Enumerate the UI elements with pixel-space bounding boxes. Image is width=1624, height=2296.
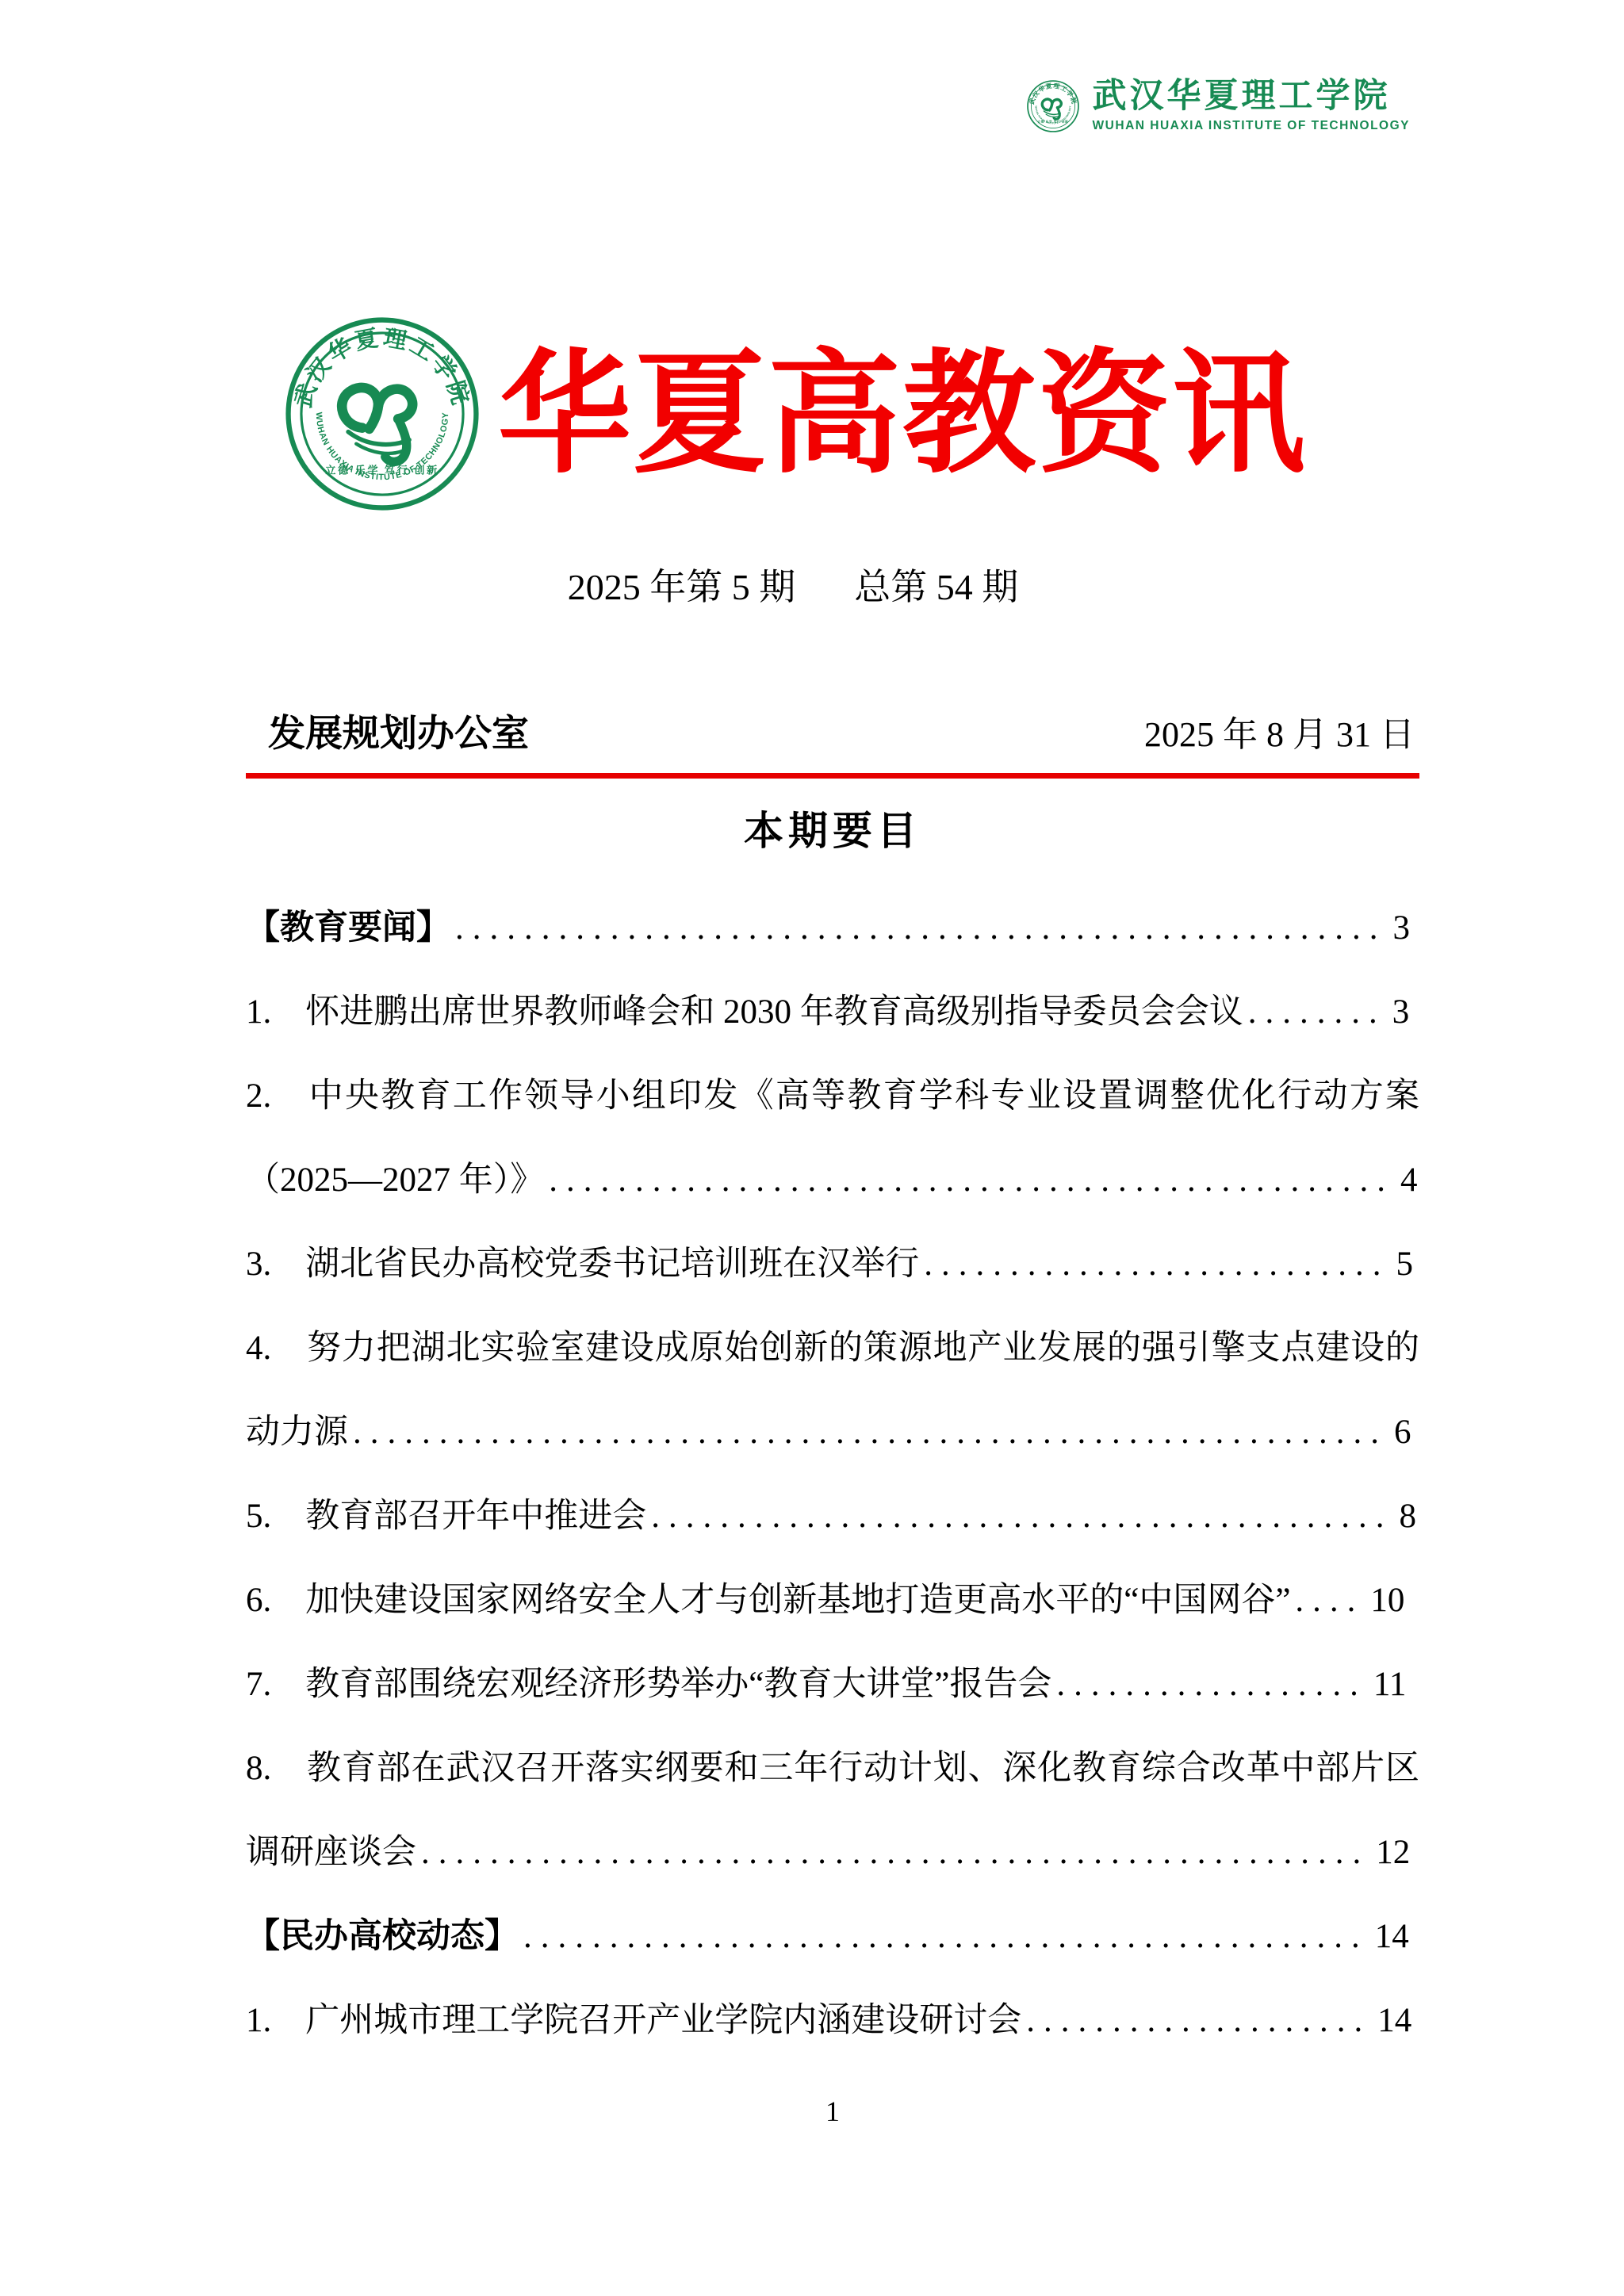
school-logo bbox=[1026, 79, 1410, 133]
issue-line bbox=[262, 558, 1324, 610]
toc-dot-leader: ........................................... bbox=[651, 1498, 1393, 1535]
info-row bbox=[246, 704, 1419, 757]
toc-dot-leader: ....................................................... bbox=[421, 1834, 1370, 1871]
toc-page-number: 3 bbox=[1392, 909, 1410, 947]
toc-entry[interactable] bbox=[246, 1223, 1419, 1307]
toc-dot-leader: .................... bbox=[1026, 2002, 1372, 2039]
toc-page-number: 4 bbox=[1400, 1161, 1418, 1199]
toc-entry-label: 1. 怀进鹏出席世界教师峰会和 2030 年教育高级别指导委员会会议 bbox=[246, 993, 1243, 1031]
toc-entry[interactable] bbox=[246, 1054, 1419, 1223]
toc-page-number: 8 bbox=[1399, 1498, 1416, 1535]
issue-number: 2025 年第 5 期 bbox=[567, 567, 796, 607]
volume-number: 总第 54 期 bbox=[854, 567, 1019, 607]
toc-page-number: 6 bbox=[1394, 1414, 1411, 1451]
toc-dot-leader: ................................................. bbox=[549, 1161, 1394, 1199]
toc-entry[interactable] bbox=[246, 1979, 1419, 2063]
school-logo-names bbox=[1093, 79, 1410, 133]
toc-entry[interactable] bbox=[246, 1727, 1419, 1895]
toc-entry[interactable] bbox=[246, 886, 1419, 970]
toc-entry-label: 7. 教育部围绕宏观经济形势举办“教育大讲堂”报告会 bbox=[246, 1666, 1052, 1703]
toc-entry-label: 2. 中央教育工作领导小组印发《高等教育学科专业设置调整优化行动方案（2025—2027 年）》 bbox=[246, 1077, 1419, 1199]
university-seal-large bbox=[282, 314, 482, 514]
toc-page-number: 5 bbox=[1396, 1246, 1413, 1283]
toc-page-number: 11 bbox=[1373, 1666, 1407, 1703]
toc-entry-label: 8. 教育部在武汉召开落实纲要和三年行动计划、深化教育综合改革中部片区调研座谈会 bbox=[246, 1750, 1419, 1871]
toc-entry[interactable] bbox=[246, 1475, 1419, 1559]
university-seal-icon bbox=[1026, 79, 1080, 133]
toc-entry[interactable] bbox=[246, 1895, 1419, 1979]
page-number: 1 bbox=[825, 2095, 840, 2127]
issue-date: 2025 年 8 月 31 日 bbox=[1144, 715, 1415, 754]
toc-entry-label: 1. 广州城市理工学院召开产业学院内涵建设研讨会 bbox=[246, 2002, 1022, 2039]
toc-dot-leader: ........ bbox=[1247, 993, 1386, 1031]
newsletter-title: 华夏高教资讯 bbox=[498, 339, 1307, 488]
toc-heading: 本期要目 bbox=[744, 809, 921, 853]
toc-entry-label: 5. 教育部召开年中推进会 bbox=[246, 1498, 647, 1535]
toc-entry[interactable] bbox=[246, 1307, 1419, 1475]
toc-dot-leader: ................................................. bbox=[523, 1918, 1369, 1955]
toc-page-number: 14 bbox=[1374, 1918, 1409, 1955]
toc-entry-label: 6. 加快建设国家网络安全人才与创新基地打造更高水平的“中国网谷” bbox=[246, 1582, 1291, 1619]
toc-entry[interactable] bbox=[246, 1643, 1419, 1727]
toc-dot-leader: ........................... bbox=[924, 1246, 1390, 1283]
toc-page-number: 12 bbox=[1376, 1834, 1411, 1871]
toc-dot-leader: .... bbox=[1295, 1582, 1365, 1619]
red-divider bbox=[246, 773, 1419, 779]
issuing-department: 发展规划办公室 bbox=[268, 712, 529, 754]
toc-list bbox=[246, 886, 1419, 2063]
school-name-en: WUHAN HUAXIA INSTITUTE OF TECHNOLOGY bbox=[1092, 119, 1410, 132]
toc-entry-label: 4. 努力把湖北实验室建设成原始创新的策源地产业发展的强引擎支点建设的动力源 bbox=[246, 1330, 1419, 1451]
toc-dot-leader: ............................................................ bbox=[353, 1414, 1388, 1451]
toc-entry-label: 3. 湖北省民办高校党委书记培训班在汉举行 bbox=[246, 1246, 920, 1283]
school-name-cn: 武汉华夏理工学院 bbox=[1092, 78, 1391, 115]
toc-page-number: 14 bbox=[1377, 2002, 1412, 2039]
toc-page-number: 10 bbox=[1370, 1582, 1405, 1619]
toc-entry[interactable] bbox=[246, 1559, 1419, 1643]
masthead bbox=[282, 314, 1624, 514]
toc-entry[interactable] bbox=[246, 970, 1419, 1054]
toc-dot-leader: ...................................................... bbox=[455, 909, 1387, 947]
toc-entry-label: 【民办高校动态】 bbox=[246, 1918, 519, 1955]
toc-entry-label: 【教育要闻】 bbox=[246, 909, 450, 947]
toc-dot-leader: .................. bbox=[1056, 1666, 1367, 1703]
toc-page-number: 3 bbox=[1392, 993, 1410, 1031]
